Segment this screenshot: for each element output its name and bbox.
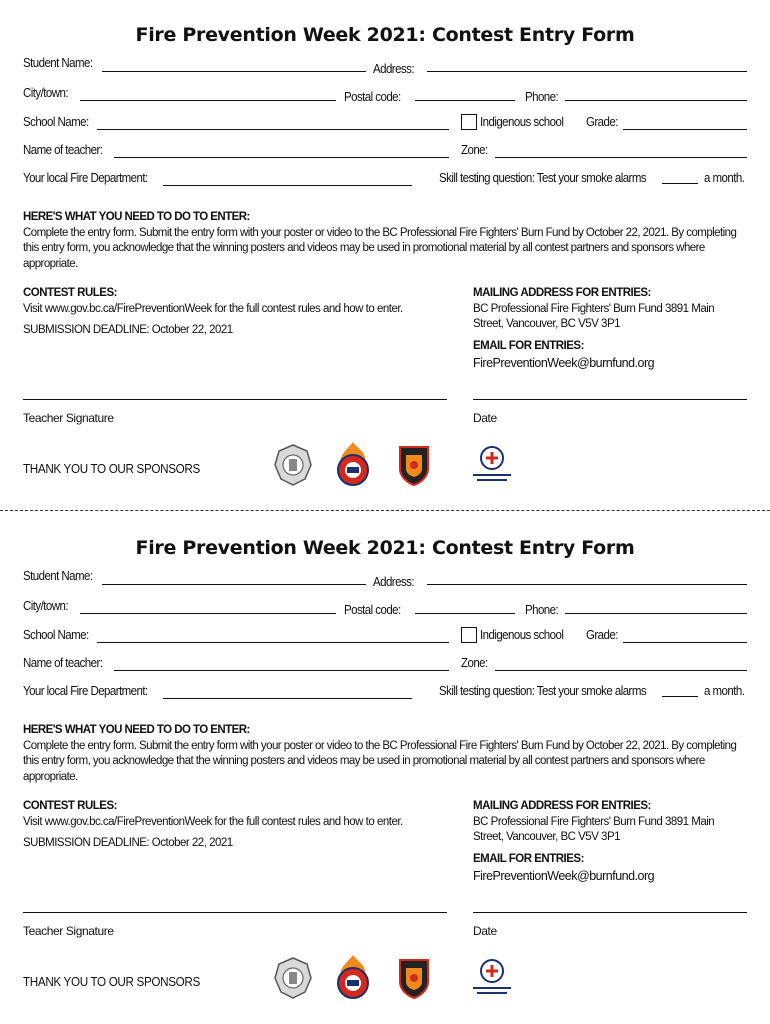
indigenous-school-checkbox[interactable]: [461, 114, 477, 130]
student-name-label: Student Name:: [23, 56, 93, 70]
form-title: Fire Prevention Week 2021: Contest Entry Form: [135, 24, 635, 46]
address-label: Address:: [373, 575, 414, 589]
phone-field[interactable]: [565, 613, 747, 614]
postal-code-field[interactable]: [415, 100, 515, 101]
emergency-services-logo-icon: [467, 444, 517, 488]
city-field[interactable]: [80, 613, 336, 614]
skill-answer-field[interactable]: [662, 183, 698, 184]
city-field[interactable]: [80, 100, 336, 101]
indigenous-school-label: Indigenous school: [480, 628, 564, 642]
entry-form-bottom: [0, 513, 770, 1018]
school-name-field[interactable]: [97, 129, 449, 130]
burn-fund-flame-icon: [333, 953, 373, 997]
skill-question-label: Skill testing question: Test your smoke alarms: [439, 171, 647, 185]
enter-text: Complete the entry form. Submit the entry form with your poster or video to the BC Professional Fire Fighters' Burn Fund by October 22, 2021. By completing this entry form, you acknowledge that the winning posters and videos may be used in promotional material by all contest partners and sponsors where appropriate.: [23, 739, 737, 783]
student-name-field[interactable]: [102, 71, 366, 72]
sponsors-thanks: THANK YOU TO OUR SPONSORS: [23, 461, 200, 476]
contest-rules-section: [23, 799, 403, 852]
fire-department-field[interactable]: [163, 185, 412, 186]
rules-heading: CONTEST RULES:: [23, 800, 117, 812]
email-address: FirePreventionWeek@burnfund.org: [473, 869, 655, 883]
address-field[interactable]: [427, 584, 747, 585]
school-name-label: School Name:: [23, 628, 89, 642]
mailing-heading: MAILING ADDRESS FOR ENTRIES:: [473, 800, 651, 812]
email-address: FirePreventionWeek@burnfund.org: [473, 356, 655, 370]
skill-suffix-label: a month.: [704, 171, 745, 185]
cut-line: [0, 510, 770, 511]
student-name-label: Student Name:: [23, 569, 93, 583]
mailing-text: BC Professional Fire Fighters' Burn Fund 3891 Main Street, Vancouver, BC V5V 3P1: [473, 815, 715, 843]
school-name-label: School Name:: [23, 115, 89, 129]
phone-label: Phone:: [525, 603, 559, 617]
teacher-signature-label: Teacher Signature: [23, 411, 114, 425]
date-field[interactable]: [473, 399, 747, 400]
phone-field[interactable]: [565, 100, 747, 101]
enter-heading: HERE'S WHAT YOU NEED TO DO TO ENTER:: [23, 724, 250, 736]
submission-deadline: SUBMISSION DEADLINE: October 22, 2021: [23, 837, 233, 849]
postal-code-label: Postal code:: [344, 90, 401, 104]
email-heading: EMAIL FOR ENTRIES:: [473, 339, 584, 352]
grade-label: Grade:: [586, 115, 618, 129]
zone-field[interactable]: [495, 670, 747, 671]
teacher-signature-field[interactable]: [23, 399, 447, 400]
student-name-field[interactable]: [102, 584, 366, 585]
form-title: Fire Prevention Week 2021: Contest Entry Form: [135, 537, 635, 559]
fire-chiefs-badge-icon: [273, 956, 313, 1000]
address-label: Address:: [373, 62, 414, 76]
skill-question-label: Skill testing question: Test your smoke alarms: [439, 684, 647, 698]
sponsors-thanks: THANK YOU TO OUR SPONSORS: [23, 974, 200, 989]
mailing-text: BC Professional Fire Fighters' Burn Fund 3891 Main Street, Vancouver, BC V5V 3P1: [473, 302, 715, 330]
teacher-signature-label: Teacher Signature: [23, 924, 114, 938]
teacher-name-label: Name of teacher:: [23, 656, 103, 670]
email-heading: EMAIL FOR ENTRIES:: [473, 852, 584, 865]
submission-deadline: SUBMISSION DEADLINE: October 22, 2021: [23, 324, 233, 336]
fire-fighters-shield-icon: [396, 956, 436, 1000]
fire-fighters-shield-icon: [396, 443, 436, 487]
address-field[interactable]: [427, 71, 747, 72]
enter-instructions: [23, 723, 753, 785]
date-label: Date: [473, 411, 497, 425]
teacher-name-field[interactable]: [114, 670, 449, 671]
enter-instructions: [23, 210, 753, 272]
phone-label: Phone:: [525, 90, 559, 104]
burn-fund-flame-icon: [333, 440, 373, 484]
grade-field[interactable]: [623, 642, 747, 643]
zone-label: Zone:: [461, 656, 488, 670]
city-label: City/town:: [23, 599, 68, 613]
mailing-section: [473, 799, 733, 885]
entry-form-top: [0, 0, 770, 505]
indigenous-school-label: Indigenous school: [480, 115, 564, 129]
date-label: Date: [473, 924, 497, 938]
fire-department-label: Your local Fire Department:: [23, 684, 148, 698]
postal-code-label: Postal code:: [344, 603, 401, 617]
rules-heading: CONTEST RULES:: [23, 287, 117, 299]
indigenous-school-checkbox[interactable]: [461, 627, 477, 643]
city-label: City/town:: [23, 86, 68, 100]
rules-text: Visit www.gov.bc.ca/FirePreventionWeek for the full contest rules and how to enter.: [23, 815, 403, 828]
mailing-heading: MAILING ADDRESS FOR ENTRIES:: [473, 287, 651, 299]
teacher-name-field[interactable]: [114, 157, 449, 158]
zone-label: Zone:: [461, 143, 488, 157]
fire-department-label: Your local Fire Department:: [23, 171, 148, 185]
enter-heading: HERE'S WHAT YOU NEED TO DO TO ENTER:: [23, 211, 250, 223]
skill-suffix-label: a month.: [704, 684, 745, 698]
enter-text: Complete the entry form. Submit the entry form with your poster or video to the BC Professional Fire Fighters' Burn Fund by October 22, 2021. By completing this entry form, you acknowledge that the winning posters and videos may be used in promotional material by all contest partners and sponsors where appropriate.: [23, 226, 737, 270]
fire-chiefs-badge-icon: [273, 443, 313, 487]
rules-text: Visit www.gov.bc.ca/FirePreventionWeek for the full contest rules and how to enter.: [23, 302, 403, 315]
postal-code-field[interactable]: [415, 613, 515, 614]
teacher-name-label: Name of teacher:: [23, 143, 103, 157]
date-field[interactable]: [473, 912, 747, 913]
grade-label: Grade:: [586, 628, 618, 642]
grade-field[interactable]: [623, 129, 747, 130]
emergency-services-logo-icon: [467, 957, 517, 1001]
zone-field[interactable]: [495, 157, 747, 158]
teacher-signature-field[interactable]: [23, 912, 447, 913]
fire-department-field[interactable]: [163, 698, 412, 699]
mailing-section: [473, 286, 733, 372]
school-name-field[interactable]: [97, 642, 449, 643]
contest-rules-section: [23, 286, 403, 339]
skill-answer-field[interactable]: [662, 696, 698, 697]
